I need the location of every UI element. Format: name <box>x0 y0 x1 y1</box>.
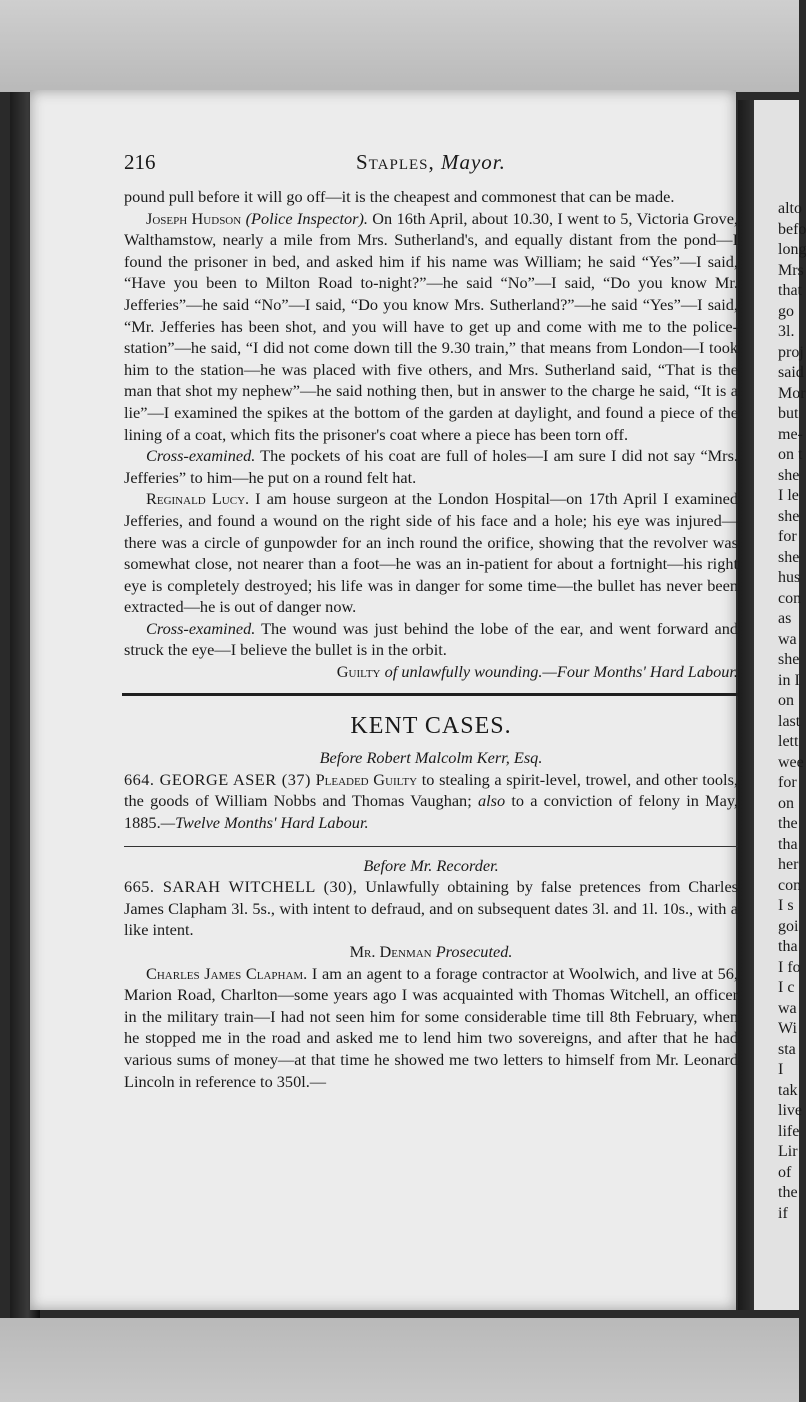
running-title: Staples, Mayor. <box>356 150 506 174</box>
adjacent-page-word: go <box>778 302 794 320</box>
adjacent-page-word: as <box>778 610 792 627</box>
adjacent-page-word: hus <box>778 569 801 586</box>
adjacent-page-word: tha <box>778 938 798 955</box>
judge-heading: Before Mr. Recorder. <box>363 855 499 875</box>
adjacent-page-word: for <box>778 774 797 791</box>
adjacent-page-word: the <box>778 1184 798 1201</box>
section-title: KENT CASES. <box>350 712 512 739</box>
adjacent-page-word: I <box>778 1061 784 1078</box>
adjacent-page-word: me- <box>778 425 803 443</box>
adjacent-page-word: con <box>778 876 802 894</box>
adjacent-page-word: she <box>778 651 800 668</box>
adjacent-page-word: I fo <box>778 958 801 976</box>
adjacent-page-word: con <box>778 589 802 607</box>
adjacent-page-word: that <box>778 282 802 299</box>
adjacent-page-word: I le <box>778 487 799 504</box>
book-page <box>30 90 739 1310</box>
adjacent-page-word: live <box>778 1102 802 1119</box>
testimony-hudson: Joseph Hudson (Police Inspector). On 16th April, about 10.30, I went to 5, Victoria Grove, Walthamstow, nearly a mile from Mrs. Sutherland's, and equally distant from the pond—I found the prisoner in bed, and asked him if his name was William; he said “Yes”—I said, “Have you been to Milton Road to-night?”—he said “No”—I said, “Do you know Mr. Jefferies”—he said “No”—I said, “Do you know Mrs. Sutherland?”—he said “Yes”—I said, “Mr. Jefferies has been shot, and you will have to get up and come with me to the police-station”—he said, “I did not come down till the 9.30 train,” that means from London—I took him to the station—he was placed with five others, and Mrs. Sutherland said, “That is the man that shot my nephew”—he said nothing then, but in answer to the charge he said, “It is a lie”—I examined the spikes at the bottom of the garden at daylight, and found a piece of the lining of a coat, which fits the prisoner's coat where a piece has been torn off. <box>124 208 738 444</box>
adjacent-page-word: her <box>778 856 799 873</box>
adjacent-page-word: she <box>778 548 800 566</box>
adjacent-page-word: on <box>778 692 794 709</box>
adjacent-page-word: Lir <box>778 1143 798 1160</box>
cross-examination: Cross-examined. The wound was just behind the lobe of the ear, and went forward and struck the eye—I believe the bullet is in the orbit. <box>124 618 738 660</box>
adjacent-page-word: long <box>778 241 806 258</box>
adjacent-page-word: tha <box>778 835 798 853</box>
prosecutor-line: Mr. Denman Prosecuted. <box>349 942 513 961</box>
case-665: 665. SARAH WITCHELL (30), Unlawfully obtaining by false pretences from Charles James Clapham 3l. 5s., with intent to defraud, and on subsequent dates 3l. and 1l. 10s., with a like intent. <box>124 877 739 940</box>
page-edge <box>738 100 754 1310</box>
verdict: Guilty of unlawfully wounding.—Four Months' Hard Labour. <box>336 662 738 682</box>
adjacent-page-word: life <box>778 1122 800 1140</box>
adjacent-page-word: on <box>778 794 794 812</box>
case-divider <box>124 846 738 847</box>
testimony-clapham: Charles James Clapham. I am an agent to a forage contractor at Woolwich, and live at 56, Marion Road, Charlton—some years ago I was acquainted with Thomas Witchell, an officer in the military train—I had not seen him for some considerable time till 8th February, when he stopped me in the road and asked me to lend him two sovereigns, and after that he had various sums of money—at that time he showed me two letters to himself from Mr. Leonard Lincoln in reference to 350l.— <box>124 963 738 1091</box>
adjacent-page-word: Mrs <box>778 261 804 279</box>
scan-background-bottom <box>0 1318 799 1402</box>
adjacent-page-word: sta <box>778 1040 796 1058</box>
adjacent-page-word: lett <box>778 733 799 750</box>
adjacent-page-word: proj <box>778 343 804 361</box>
adjacent-page-word: wa <box>778 999 797 1017</box>
adjacent-page-word: she <box>778 507 800 525</box>
adjacent-page-word: goi <box>778 917 799 935</box>
adjacent-page-word: wee <box>778 753 804 771</box>
adjacent-page-word: on t <box>778 446 803 463</box>
adjacent-page-word: Wi <box>778 1020 797 1037</box>
case-664: 664. GEORGE ASER (37) Pleaded Guilty to stealing a spirit-level, trowel, and other tools, the goods of William Nobbs and Thomas Vaughan; also to a conviction of felony in May, 1885.—Twelve Months' Hard Labour. <box>124 769 738 833</box>
page-body <box>124 186 738 1092</box>
adjacent-page-fragment <box>754 100 806 1310</box>
adjacent-page-word: 3l. <box>778 323 795 340</box>
testimony-lucy: Reginald Lucy. I am house surgeon at the London Hospital—on 17th April I examined Jefferies, and found a wound on the right side of his face and a hole; his eye was injured—there was a circle of gunpowder for an inch round the orifice, showing that the revolver was somewhat close, not nearer than a foot—he was an in-patient for about a fortnight—his right eye is completely destroyed; his life was in danger for some time—the bullet has never been extracted—he is out of danger now. <box>124 489 738 617</box>
adjacent-page-word: but <box>778 405 799 422</box>
adjacent-page-word: if <box>778 1204 788 1222</box>
section-divider <box>122 693 738 696</box>
adjacent-page-word: for <box>778 528 797 545</box>
adjacent-page-word: tak <box>778 1081 798 1099</box>
paragraph: pound pull before it will go off—it is the cheapest and commonest that can be made. <box>124 187 675 206</box>
adjacent-page-word: Mor <box>778 384 806 402</box>
adjacent-page-word: I s <box>778 897 794 914</box>
adjacent-page-word: of <box>778 1163 792 1181</box>
adjacent-page-word: last <box>778 712 801 730</box>
page-number: 216 <box>124 150 156 174</box>
adjacent-page-word: in I <box>778 671 800 689</box>
adjacent-page-word: befo <box>778 220 806 238</box>
adjacent-page-word: alto <box>778 200 802 217</box>
adjacent-page-word: said <box>778 364 804 381</box>
adjacent-page-word: wa <box>778 630 797 648</box>
cross-examination: Cross-examined. The pockets of his coat are full of holes—I am sure I did not say “Mrs. Jefferies” to him—he put on a round felt hat. <box>124 446 738 487</box>
adjacent-page-word: I c <box>778 979 795 996</box>
adjacent-page-word: the <box>778 815 798 832</box>
scan-background-top <box>0 0 799 92</box>
judge-heading: Before Robert Malcolm Kerr, Esq. <box>319 748 543 768</box>
adjacent-page-word: she <box>778 466 800 484</box>
